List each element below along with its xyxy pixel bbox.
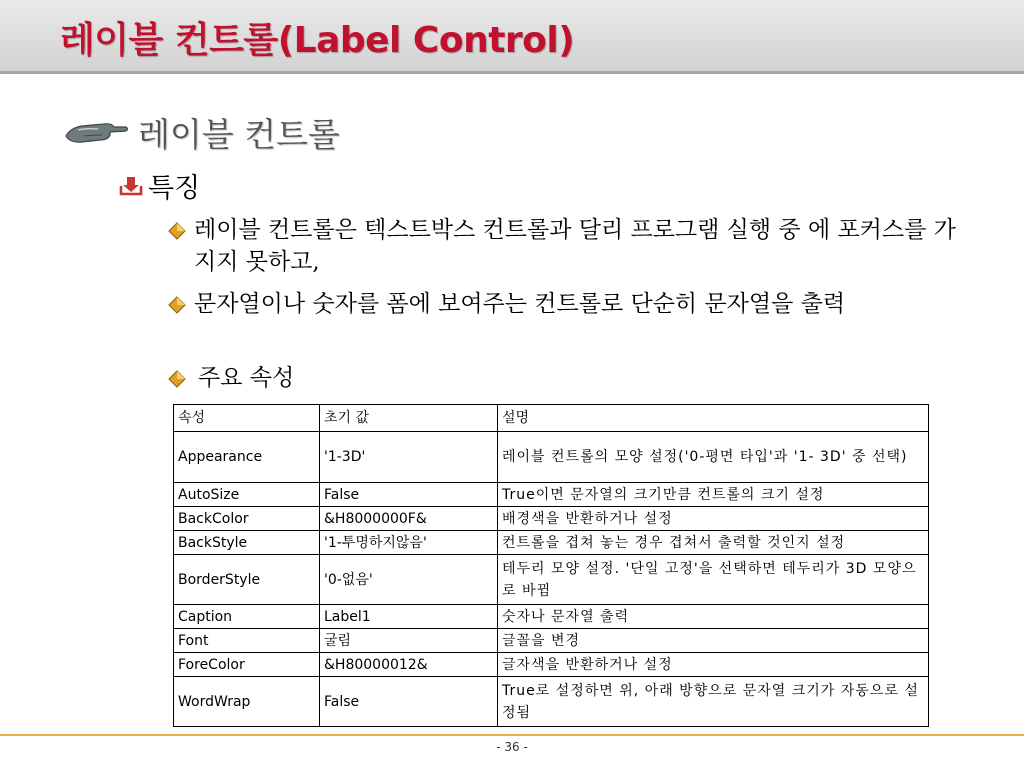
property-name-cell: BackStyle [174,531,320,555]
table-row [174,432,929,483]
initial-value-cell: &H80000012& [320,653,498,677]
bullet-text: 문자열이나 숫자를 폼에 보여주는 컨트롤로 단순히 문자열을 출력 [194,291,846,317]
slide-title: 레이블 컨트롤(Label Control) [60,20,575,61]
properties-table [173,404,929,727]
property-name-cell: ForeColor [174,653,320,677]
diamond-bullet-icon [168,222,186,240]
description-cell: 컨트롤을 겹쳐 놓는 경우 겹쳐서 출력할 것인지 설정 [498,531,929,555]
header-cell: 설명 [498,405,929,432]
title-bar [0,0,1024,74]
initial-value-cell: Label1 [320,605,498,629]
description-cell: 글꼴을 변경 [498,629,929,653]
bullet-item [168,362,958,394]
bullet-text: 주요 속성 [198,365,295,391]
table-row [174,605,929,629]
bullet-text: 레이블 컨트롤은 텍스트박스 컨트롤과 달리 프로그램 실행 중 에 포커스를 가지지 못하고, [194,217,956,275]
initial-value-cell: '0-없음' [320,555,498,605]
bullet-item [168,288,958,320]
diamond-bullet-icon [168,370,186,388]
description-cell: True이면 문자열의 크기만큼 컨트롤의 크기 설정 [498,483,929,507]
property-name-cell: WordWrap [174,677,320,727]
description-cell: 레이블 컨트롤의 모양 설정('0-평면 타입'과 '1- 3D' 중 선택) [498,432,929,483]
table-row [174,677,929,727]
table-row [174,531,929,555]
description-cell: True로 설정하면 위, 아래 방향으로 문자열 크기가 자동으로 설정됨 [498,677,929,727]
table-row [174,555,929,605]
download-arrow-icon [118,175,144,197]
level1-text: 레이블 컨트롤 [138,114,340,154]
initial-value-cell: False [320,483,498,507]
property-name-cell: BorderStyle [174,555,320,605]
table-row [174,653,929,677]
property-name-cell: Caption [174,605,320,629]
footer-divider [0,734,1024,736]
property-name-cell: AutoSize [174,483,320,507]
initial-value-cell: '1-투명하지않음' [320,531,498,555]
initial-value-cell: &H8000000F& [320,507,498,531]
pointing-hand-icon [64,116,130,148]
description-cell: 숫자나 문자열 출력 [498,605,929,629]
description-cell: 배경색을 반환하거나 설정 [498,507,929,531]
diamond-bullet-icon [168,296,186,314]
level2-heading [118,166,200,205]
header-cell: 속성 [174,405,320,432]
description-cell: 테두리 모양 설정. '단일 고정'을 선택하면 테두리가 3D 모양으로 바뀜 [498,555,929,605]
table-row [174,507,929,531]
page-number: - 36 - [496,740,528,754]
property-name-cell: Appearance [174,432,320,483]
table-row [174,483,929,507]
initial-value-cell: '1-3D' [320,432,498,483]
property-name-cell: Font [174,629,320,653]
table-header-row [174,405,929,432]
level1-heading [64,108,340,156]
property-name-cell: BackColor [174,507,320,531]
header-cell: 초기 값 [320,405,498,432]
initial-value-cell: False [320,677,498,727]
description-cell: 글자색을 반환하거나 설정 [498,653,929,677]
initial-value-cell: 굴림 [320,629,498,653]
level2-text: 특징 [148,173,201,204]
table-row [174,629,929,653]
bullet-item [168,214,958,278]
